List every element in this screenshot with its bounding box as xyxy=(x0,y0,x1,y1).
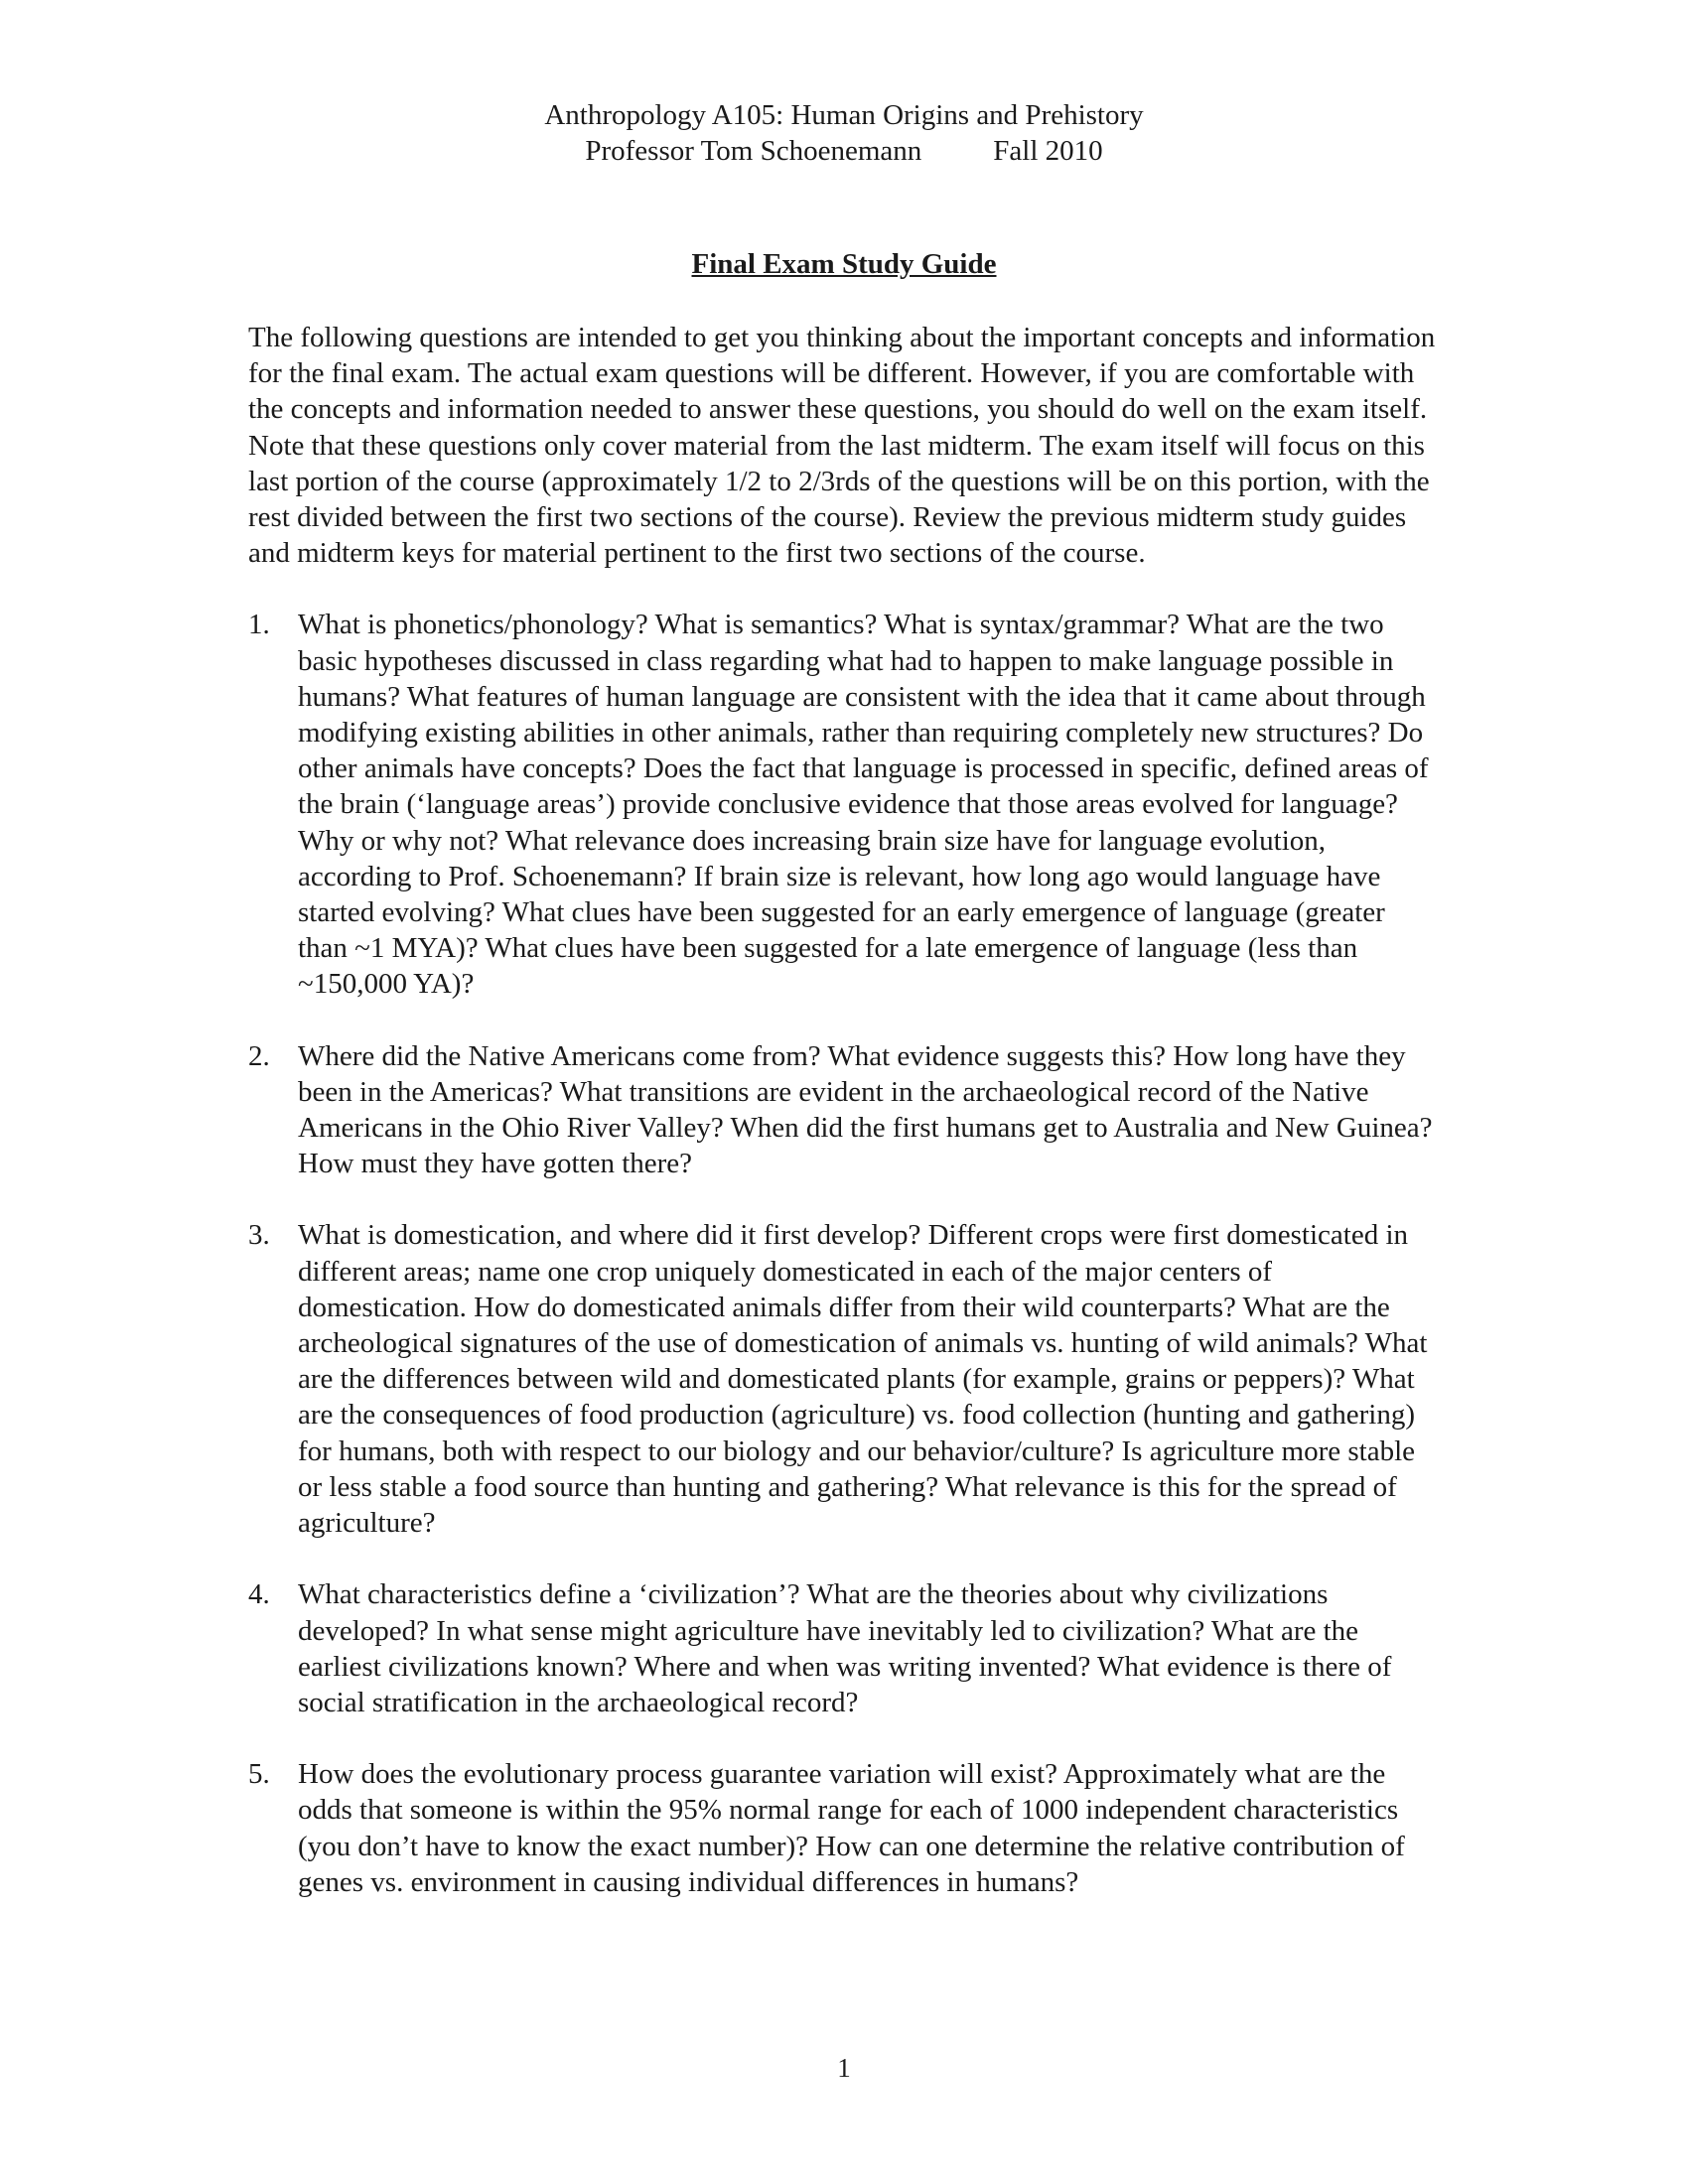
question-text: What is domestication, and where did it first develop? Different crops were first domesticated in different areas; name one crop uniquely domesticated in each of the major centers of domestication. How do domesticated animals differ from their wild counterparts? What are the archeological signatures of the use of domestication of animals vs. hunting of wild animals? What are the differences between wild and domesticated plants (for example, grains or peppers)? What are the consequences of food production (agriculture) vs. food collection (hunting and gathering) for humans, both with respect to our biology and our behavior/culture? Is agriculture more stable or less stable a food source than hunting and gathering? What relevance is this for the spread of agriculture? xyxy=(298,1219,1428,1540)
question-list xyxy=(248,607,1440,1900)
intro-paragraph: The following questions are intended to get you thinking about the important concepts and information for the final exam. The actual exam questions will be different. However, if you are comfortable with the concepts and information needed to answer these questions, you should do well on the exam itself. Note that these questions only cover material from the last midterm. The exam itself will focus on this last portion of the course (approximately 1/2 to 2/3rds of the questions will be on this portion, with the rest divided between the first two sections of the course). Review the previous midterm study guides and midterm keys for material pertinent to the first two sections of the course. xyxy=(248,322,1436,570)
question-item xyxy=(248,1217,1440,1541)
question-number: 3. xyxy=(248,1219,270,1252)
document-header xyxy=(0,97,1688,169)
professor-term-line xyxy=(0,133,1688,169)
question-item xyxy=(248,607,1440,1002)
question-number: 5. xyxy=(248,1758,270,1791)
page-number: 1 xyxy=(837,2053,851,2083)
question-item xyxy=(248,1756,1440,1900)
question-number: 1. xyxy=(248,609,270,641)
question-text: Where did the Native Americans come from? What evidence suggests this? How long have they been in the Americas? What transitions are evident in the archaeological record of the Native Americans in the Ohio River Valley? When did the first humans get to Australia and New Guinea? How must they have gotten there? xyxy=(298,1039,1433,1180)
professor-name: Professor Tom Schoenemann xyxy=(585,135,922,167)
question-text: How does the evolutionary process guarantee variation will exist? Approximately what are the odds that someone is within the 95% normal range for each of 1000 independent characteristics (you don’t have to know the exact number)? How can one determine the relative contribution of genes vs. environment in causing individual differences in humans? xyxy=(298,1758,1405,1898)
question-item xyxy=(248,1576,1440,1720)
question-text: What is phonetics/phonology? What is semantics? What is syntax/grammar? What are the two basic hypotheses discussed in class regarding what had to happen to make language possible in humans? What features of human language are consistent with the idea that it came about through modifying existing abilities in other animals, rather than requiring completely new structures? Do other animals have concepts? Does the fact that language is processed in specific, defined areas of the brain (‘language areas’) provide conclusive evidence that those areas evolved for language? Why or why not? What relevance does increasing brain size have for language evolution, according to Prof. Schoenemann? If brain size is relevant, how long ago would language have started evolving? What clues have been suggested for an early emergence of language (greater than ~1 MYA)? What clues have been suggested for a late emergence of language (less than ~150,000 YA)? xyxy=(298,609,1429,1001)
question-number: 2. xyxy=(248,1039,270,1072)
term: Fall 2010 xyxy=(993,135,1103,167)
question-text: What characteristics define a ‘civilization’? What are the theories about why civilizations developed? In what sense might agriculture have inevitably led to civilization? What are the earliest civilizations known? Where and when was writing invented? What evidence is there of social stratification in the archaeological record? xyxy=(298,1578,1392,1718)
question-number: 4. xyxy=(248,1578,270,1611)
document-body xyxy=(248,320,1440,1936)
question-item xyxy=(248,1038,1440,1182)
page-title: Final Exam Study Guide xyxy=(691,248,997,280)
course-title: Anthropology A105: Human Origins and Prehistory xyxy=(544,99,1144,131)
